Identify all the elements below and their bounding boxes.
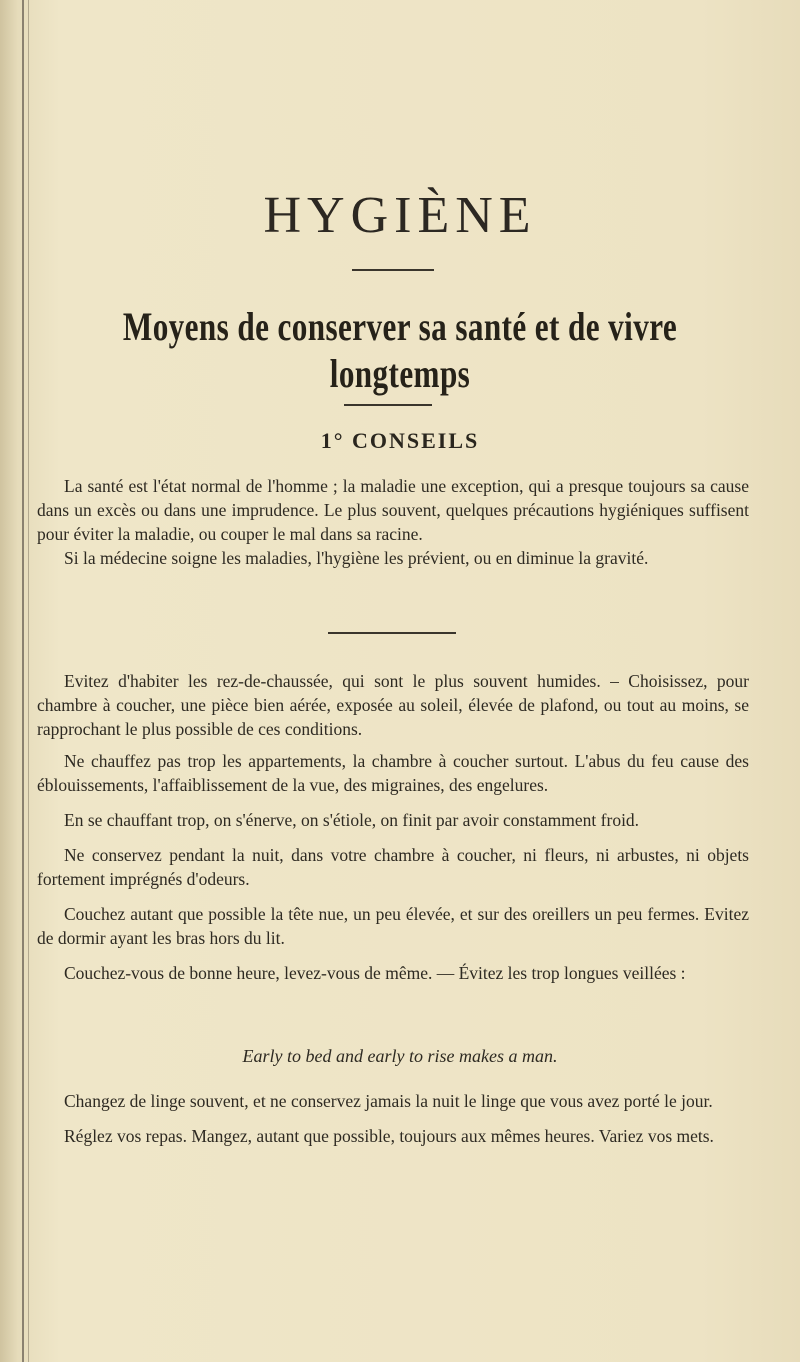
intro-paragraph: La santé est l'état normal de l'homme ; la maladie une exception, qui a presque toujours sa cause dans un excès ou dans une imprudence. Le plus souvent, quelques précautions hygiéniques suffisent pour éviter la maladie, ou couper le mal dans sa racine. [37, 476, 749, 544]
advice-text-continued [37, 1089, 749, 1148]
subtitle-divider [344, 404, 432, 406]
advice-paragraph: En se chauffant trop, on s'énerve, on s'étiole, on finit par avoir constamment froid. [64, 810, 640, 830]
advice-paragraph: Evitez d'habiter les rez-de-chaussée, qui sont le plus souvent humides. – Choisissez, pour chambre à coucher, une pièce bien aérée, exposée au soleil, élevée de plafond, ou tout au moins, se rapprochant le plus possible de ces conditions. [37, 671, 749, 739]
advice-paragraph: Réglez vos repas. Mangez, autant que possible, toujours aux mêmes heures. Variez vos mets. [64, 1126, 714, 1146]
section-divider [328, 632, 456, 634]
advice-text [37, 669, 749, 985]
intro-paragraph: Si la médecine soigne les maladies, l'hygiène les prévient, ou en diminue la gravité. [64, 548, 649, 568]
section-heading: 1° CONSEILS [320, 428, 480, 453]
advice-paragraph: Ne chauffez pas trop les appartements, la chambre à coucher surtout. L'abus du feu cause des éblouissements, l'affaiblissement de la vue, des migraines, des engelures. [37, 751, 749, 795]
title-divider [352, 269, 434, 271]
intro-text [37, 474, 749, 570]
advice-paragraph: Couchez-vous de bonne heure, levez-vous de même. — Évitez les trop longues veillées : [64, 963, 686, 983]
page-title: HYGIÈNE [263, 187, 537, 244]
advice-paragraph: Couchez autant que possible la tête nue, un peu élevée, et sur des oreillers un peu fermes. Evitez de dormir ayant les bras hors du lit. [37, 904, 749, 948]
advice-paragraph: Changez de linge souvent, et ne conservez jamais la nuit le linge que vous avez porté le jour. [64, 1091, 713, 1111]
page-subtitle: Moyens de conserver sa santé et de vivre longtemps [122, 304, 678, 396]
advice-paragraph: Ne conservez pendant la nuit, dans votre chambre à coucher, ni fleurs, ni arbustes, ni objets fortement imprégnés d'odeurs. [37, 845, 749, 889]
proverb-quote: Early to bed and early to rise makes a man. [242, 1046, 558, 1066]
